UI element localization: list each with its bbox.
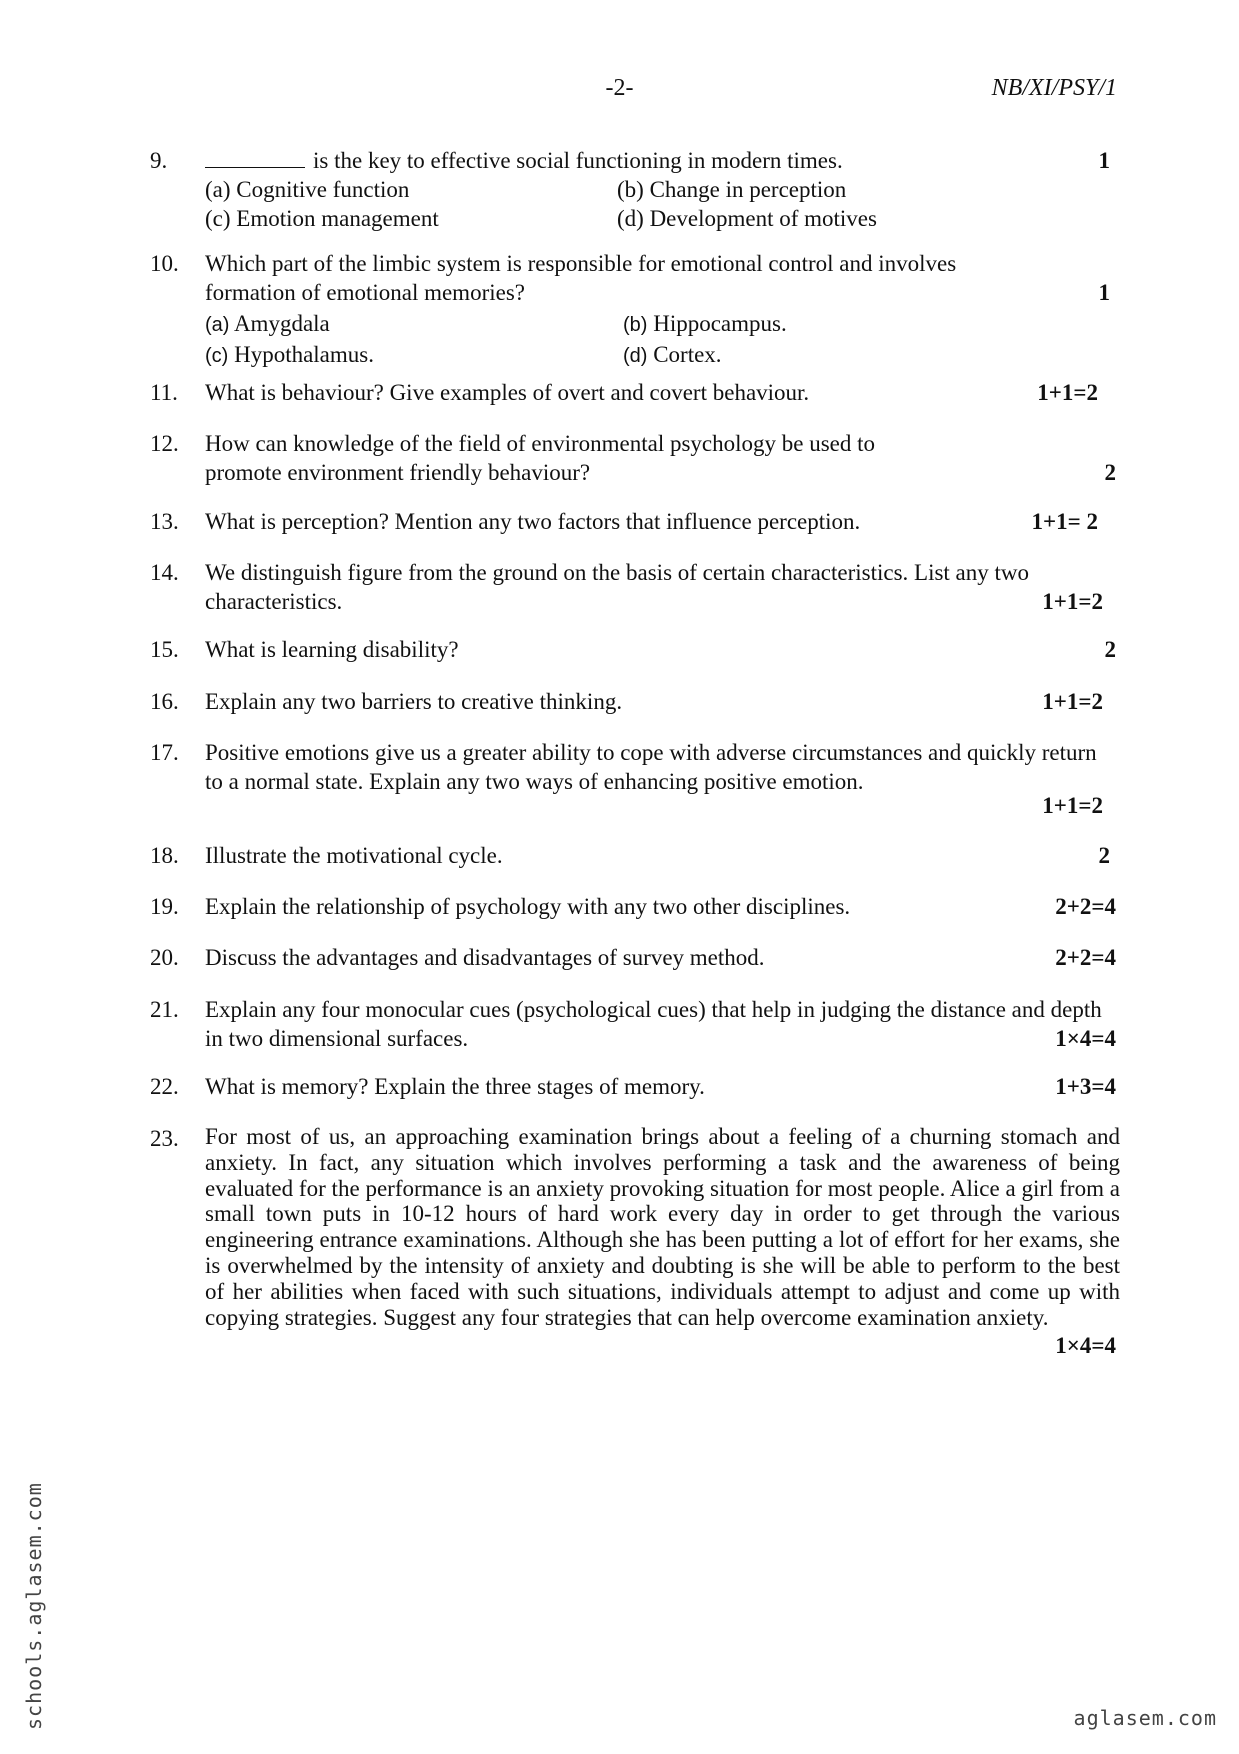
question-text: Illustrate the motivational cycle. xyxy=(205,843,503,868)
options-grid xyxy=(205,309,1120,371)
question-text: For most of us, an approaching examination brings about a feeling of a churning stomach and anxiety. In fact, any situation which involves performing a task and the awareness of being evaluated for the performance is an anxiety provoking situation for most people. Alice a girl from a small town puts in 10-12 hours of hard work every day in order to get through the various engineering entrance examinations. Although she has been putting a lot of effort for her exams, she is overwhelmed by the intensity of anxiety and doubting is she will be able to perform to the best of her abilities when faced with such situations, individuals attempt to adjust and come up with copying strategies. Suggest any four strategies that can help overcome examination anxiety. xyxy=(205,1124,1120,1330)
option-c: (c) Emotion management xyxy=(205,206,439,231)
question-number: 18. xyxy=(150,843,179,868)
question-text: Which part of the limbic system is responsible for emotional control and involves formation of emotional memories? xyxy=(205,251,957,305)
question-marks: 1+3=4 xyxy=(1055,1074,1116,1099)
question-marks: 2 xyxy=(1104,637,1116,662)
question-marks: 2 xyxy=(1104,460,1116,485)
question-text: What is memory? Explain the three stages of memory. xyxy=(205,1074,705,1099)
options-grid xyxy=(205,175,1120,233)
question-number: 23. xyxy=(150,1126,179,1151)
option-d: (d) Cortex. xyxy=(623,342,722,367)
question-text: We distinguish figure from the ground on the basis of certain characteristics. List any two characteristics. xyxy=(205,560,1030,614)
question-marks: 1 xyxy=(1098,280,1110,305)
question-marks: 1+1=2 xyxy=(1042,589,1103,614)
question-marks: 1+1= 2 xyxy=(1031,509,1098,534)
question-text: What is perception? Mention any two factors that influence perception. xyxy=(205,509,861,534)
question-16 xyxy=(150,687,1120,716)
question-text: Explain the relationship of psychology with any two other disciplines. xyxy=(205,894,851,919)
question-20 xyxy=(150,943,1120,972)
option-a: (a) Cognitive function xyxy=(205,177,410,202)
option-d: (d) Development of motives xyxy=(617,206,877,231)
question-number: 12. xyxy=(150,431,179,456)
question-number: 9. xyxy=(150,148,168,173)
question-text: How can knowledge of the field of environmental psychology be used to promote environment friendly behaviour? xyxy=(205,431,876,485)
option-a: (a) Amygdala xyxy=(205,311,330,336)
question-text: What is behaviour? Give examples of overt and covert behaviour. xyxy=(205,380,810,405)
fill-blank xyxy=(205,147,305,168)
question-marks: 1×4=4 xyxy=(1055,1026,1116,1051)
question-number: 17. xyxy=(150,740,179,765)
question-14 xyxy=(150,558,1120,616)
question-number: 13. xyxy=(150,509,179,534)
question-number: 14. xyxy=(150,560,179,585)
corner-watermark: aglasem.com xyxy=(1073,1706,1217,1730)
question-17 xyxy=(150,738,1120,818)
question-18 xyxy=(150,841,1120,870)
question-19 xyxy=(150,892,1120,921)
page-number: -2- xyxy=(605,75,634,101)
question-21 xyxy=(150,995,1120,1053)
question-12 xyxy=(150,429,1120,487)
question-number: 22. xyxy=(150,1074,179,1099)
question-number: 20. xyxy=(150,945,179,970)
question-number: 10. xyxy=(150,251,179,276)
question-22 xyxy=(150,1072,1120,1101)
question-marks: 1+1=2 xyxy=(1042,689,1103,714)
question-text: Discuss the advantages and disadvantages of survey method. xyxy=(205,945,765,970)
question-number: 16. xyxy=(150,689,179,714)
question-number: 19. xyxy=(150,894,179,919)
option-b: (b) Hippocampus. xyxy=(623,311,787,336)
question-10 xyxy=(150,249,1120,371)
question-9 xyxy=(150,146,1120,233)
paper-code: NB/XI/PSY/1 xyxy=(991,75,1117,101)
question-marks: 1+1=2 xyxy=(1042,793,1103,818)
question-text: Explain any two barriers to creative thinking. xyxy=(205,689,623,714)
question-13 xyxy=(150,507,1120,536)
question-text: What is learning disability? xyxy=(205,637,459,662)
question-marks: 1+1=2 xyxy=(1037,380,1098,405)
question-marks: 1×4=4 xyxy=(1055,1333,1116,1358)
side-watermark: schools.aglasem.com xyxy=(22,1482,46,1730)
question-marks: 2+2=4 xyxy=(1055,945,1116,970)
question-number: 11. xyxy=(150,380,178,405)
option-b: (b) Change in perception xyxy=(617,177,847,202)
question-number: 15. xyxy=(150,637,179,662)
question-text: is the key to effective social functioning in modern times. xyxy=(205,146,1080,175)
question-marks: 2+2=4 xyxy=(1055,894,1116,919)
question-23 xyxy=(150,1124,1120,1358)
question-text: Positive emotions give us a greater ability to cope with adverse circumstances and quickly return to a normal state. Explain any two ways of enhancing positive emotion. xyxy=(205,740,1097,794)
question-11 xyxy=(150,378,1120,407)
question-text: Explain any four monocular cues (psychological cues) that help in judging the distance and depth in two dimensional surfaces. xyxy=(205,997,1102,1051)
option-c: (c) Hypothalamus. xyxy=(205,342,374,367)
question-15 xyxy=(150,635,1120,664)
question-marks: 1 xyxy=(1098,148,1110,173)
question-number: 21. xyxy=(150,997,179,1022)
question-marks: 2 xyxy=(1098,843,1110,868)
